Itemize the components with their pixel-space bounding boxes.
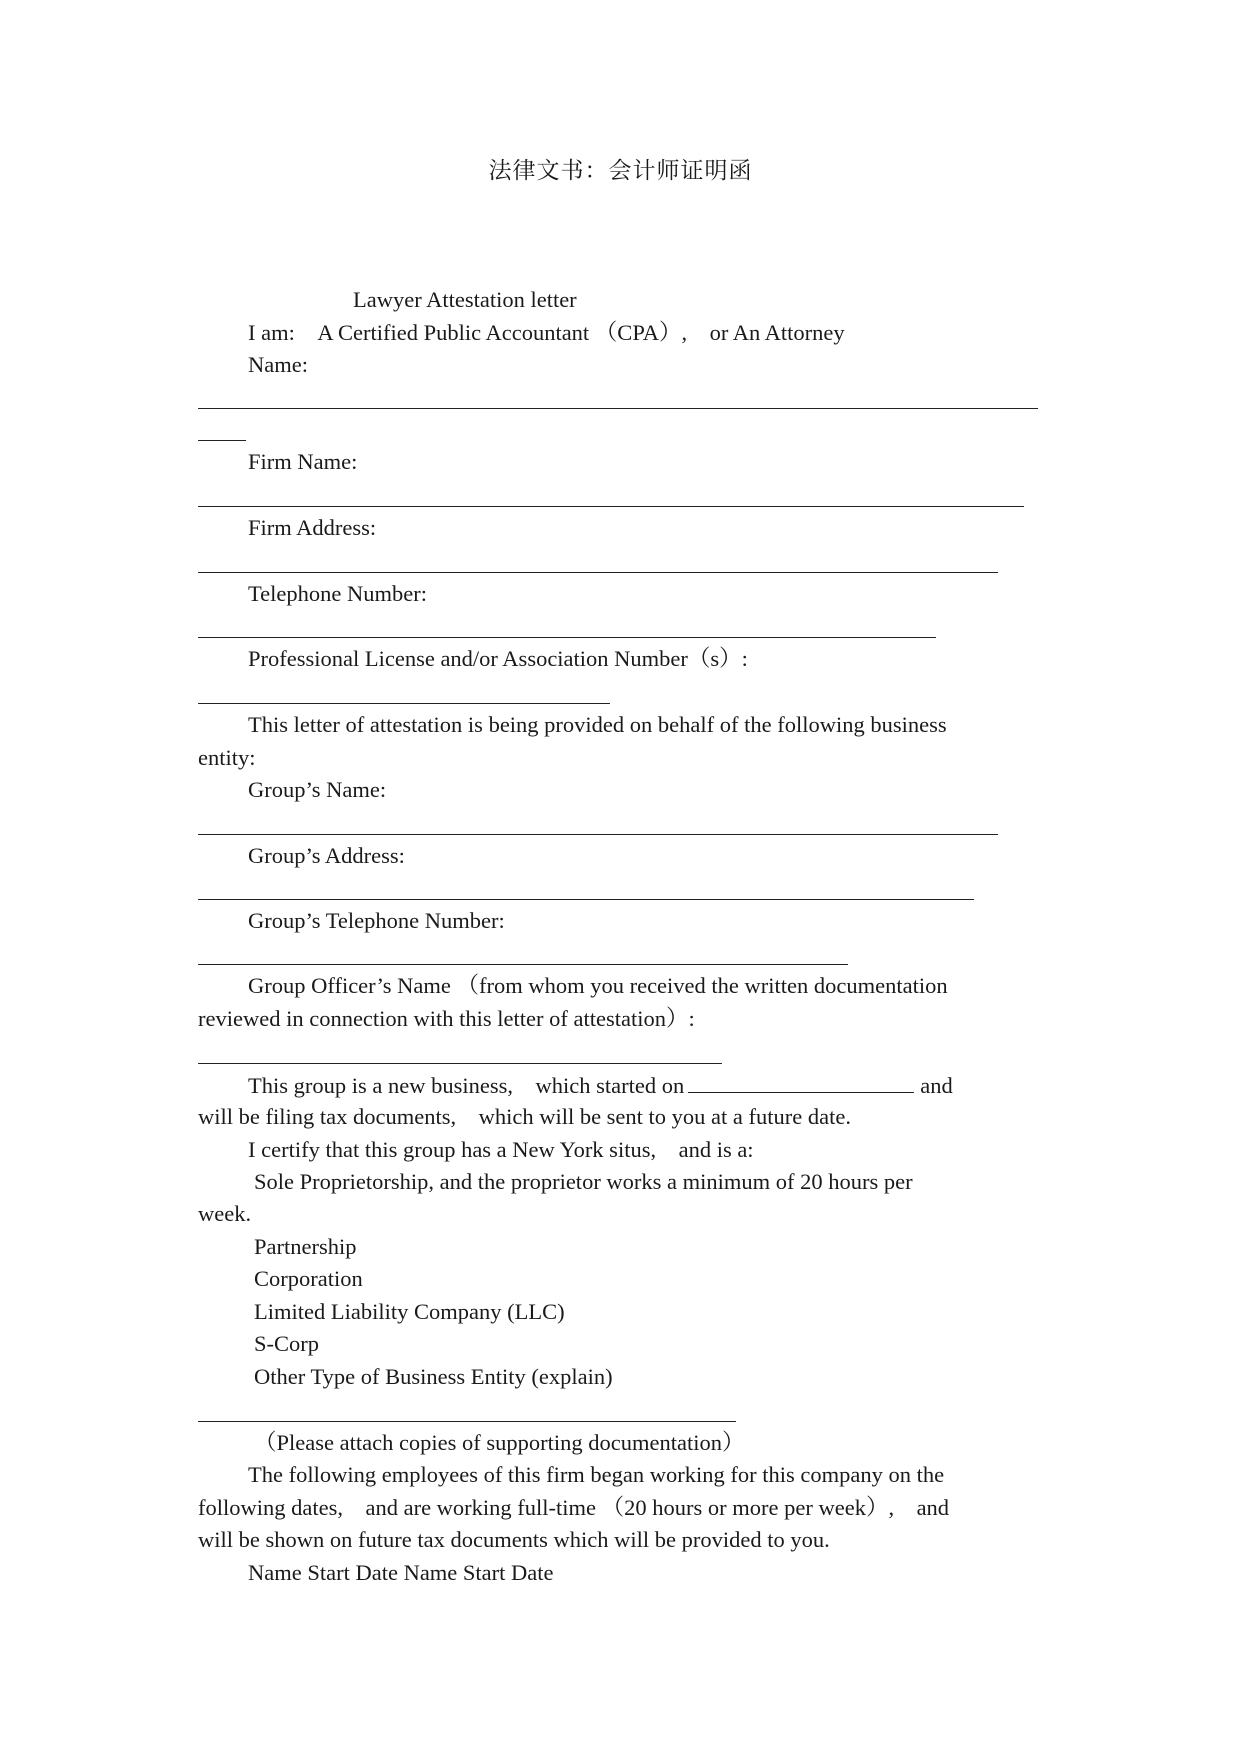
name-blank-line[interactable] bbox=[198, 408, 1038, 409]
other-explain-blank-line[interactable] bbox=[198, 1421, 736, 1422]
new-business-text: This group is a new business, which started on bbox=[248, 1073, 685, 1098]
start-date-blank[interactable] bbox=[688, 1074, 914, 1093]
group-officer-blank-line[interactable] bbox=[198, 1063, 722, 1064]
license-label: Professional License and/or Association Number（s）: bbox=[248, 646, 748, 671]
group-officer-line-1: Group Officer’s Name （from whom you received the written documentation bbox=[248, 973, 948, 998]
name-blank-line-continued[interactable] bbox=[198, 440, 246, 441]
new-business-and: and bbox=[920, 1073, 953, 1098]
group-officer-line-2: reviewed in connection with this letter of attestation）: bbox=[198, 1006, 695, 1031]
attach-note: （Please attach copies of supporting documentation） bbox=[254, 1430, 745, 1455]
group-address-label: Group’s Address: bbox=[248, 843, 405, 868]
new-business-line-1 bbox=[248, 1074, 953, 1098]
employees-line-1: The following employees of this firm began working for this company on the bbox=[248, 1462, 945, 1487]
attestation-intro-line-1: This letter of attestation is being provided on behalf of the following business bbox=[248, 712, 947, 737]
option-sole-proprietorship: Sole Proprietorship, and the proprietor works a minimum of 20 hours per bbox=[254, 1169, 913, 1194]
option-s-corp: S-Corp bbox=[254, 1331, 320, 1356]
firm-name-label: Firm Name: bbox=[248, 449, 358, 474]
license-blank-line[interactable] bbox=[198, 703, 610, 704]
employees-line-3: will be shown on future tax documents which will be provided to you. bbox=[198, 1527, 830, 1552]
firm-name-blank-line[interactable] bbox=[198, 506, 1024, 507]
firm-address-label: Firm Address: bbox=[248, 515, 377, 540]
group-address-blank-line[interactable] bbox=[198, 899, 974, 900]
group-name-blank-line[interactable] bbox=[198, 834, 998, 835]
employees-table-header: Name Start Date Name Start Date bbox=[248, 1560, 554, 1585]
attestation-intro-line-2: entity: bbox=[198, 745, 256, 770]
telephone-blank-line[interactable] bbox=[198, 637, 936, 638]
option-corporation: Corporation bbox=[254, 1266, 363, 1291]
group-telephone-label: Group’s Telephone Number: bbox=[248, 908, 505, 933]
name-label: Name: bbox=[248, 352, 308, 377]
employees-line-2: following dates, and are working full-time （20 hours or more per week）, and bbox=[198, 1495, 950, 1520]
option-other: Other Type of Business Entity (explain) bbox=[254, 1364, 613, 1389]
group-telephone-blank-line[interactable] bbox=[198, 964, 848, 965]
option-sole-proprietorship-cont: week. bbox=[198, 1201, 252, 1226]
certify-line: I certify that this group has a New York situs, and is a: bbox=[248, 1137, 754, 1162]
option-partnership: Partnership bbox=[254, 1234, 357, 1259]
letter-heading: Lawyer Attestation letter bbox=[353, 287, 577, 312]
firm-address-blank-line[interactable] bbox=[198, 572, 998, 573]
telephone-label: Telephone Number: bbox=[248, 581, 427, 606]
new-business-line-2: will be filing tax documents, which will be sent to you at a future date. bbox=[198, 1104, 851, 1129]
page-title: 法律文书：会计师证明函 bbox=[488, 158, 753, 184]
group-name-label: Group’s Name: bbox=[248, 777, 387, 802]
i-am-line: I am: A Certified Public Accountant （CPA）, or An Attorney bbox=[248, 320, 845, 345]
option-llc: Limited Liability Company (LLC) bbox=[254, 1299, 565, 1324]
